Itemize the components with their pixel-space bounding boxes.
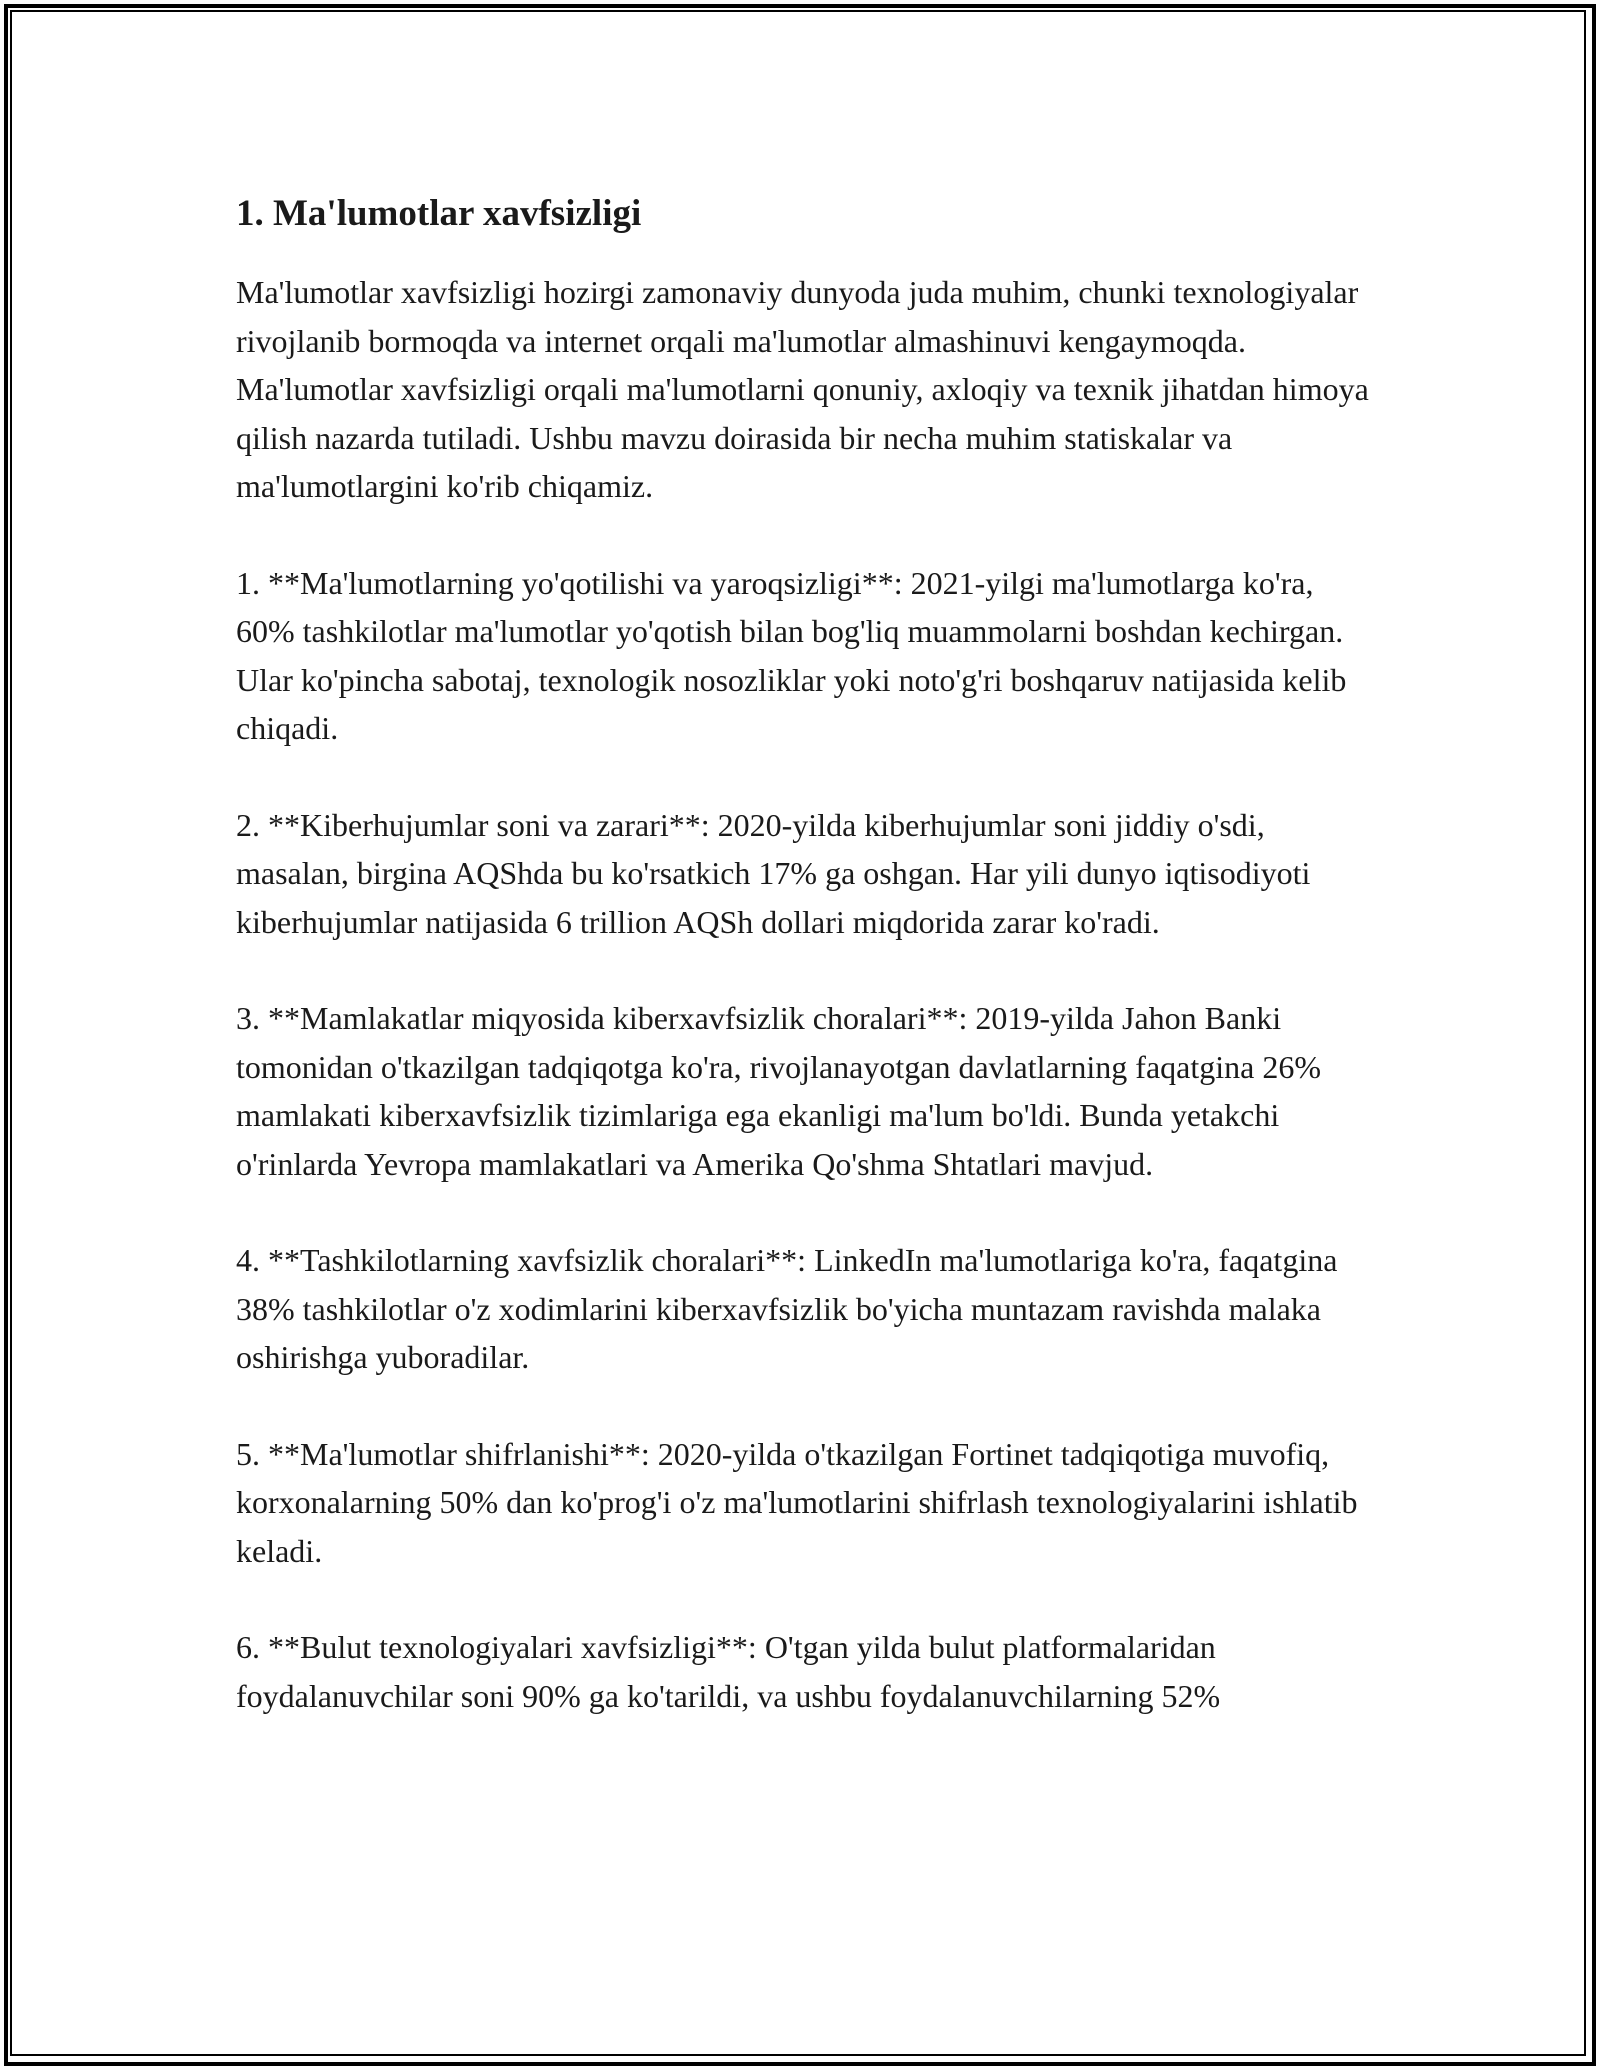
list-item-cyberattacks: 2. **Kiberhujumlar soni va zarari**: 2020-yilda kiberhujumlar soni jiddiy o'sdi, masalan, birgina AQShda bu ko'rsatkich 17% ga oshgan. Har yili dunyo iqtisodiyoti kiberhujumlar natijasida 6 trillion AQSh dollari miqdorida zarar ko'radi.: [236, 806, 1311, 940]
list-item-national-measures: 3. **Mamlakatlar miqyosida kiberxavfsizlik choralari**: 2019-yilda Jahon Banki tomonidan o'tkazilgan tadqiqotga ko'ra, rivojlanayotgan davlatlarning faqatgina 26% mamlakati kiberxavfsizlik tizimlariga ega ekanligi ma'lum bo'ldi. Bunda yetakchi o'rinlarda Yevropa mamlakatlari va Amerika Qo'shma Shtatlari mavjud.: [236, 1000, 1321, 1182]
list-item-organization-measures: 4. **Tashkilotlarning xavfsizlik choralari**: LinkedIn ma'lumotlariga ko'ra, faqatgina 38% tashkilotlar o'z xodimlarini kiberxavfsizlik bo'yicha muntazam ravishda malaka oshirishga yuboradilar.: [236, 1242, 1338, 1375]
list-item-encryption: 5. **Ma'lumotlar shifrlanishi**: 2020-yilda o'tkazilgan Fortinet tadqiqotiga muvofiq, korxonalarning 50% dan ko'prog'i o'z ma'lumotlarini shifrlash texnologiyalarini ishlatib keladi.: [236, 1435, 1358, 1569]
list-item-cloud-security: 6. **Bulut texnologiyalari xavfsizligi**: O'tgan yilda bulut platformalaridan foydalanuvchilar soni 90% ga ko'tarildi, va ushbu foydalanuvchilarning 52%: [236, 1629, 1221, 1714]
intro-paragraph: Ma'lumotlar xavfsizligi hozirgi zamonaviy dunyoda juda muhim, chunki texnologiyalar rivojlanib bormoqda va internet orqali ma'lumotlar almashinuvi kengaymoqda. Ma'lumotlar xavfsizligi orqali ma'lumotlarni qonuniy, axloqiy va texnik jihatdan himoya qilish nazarda tutiladi. Ushbu mavzu doirasida bir necha muhim statiskalar va ma'lumotlargini ko'rib chiqamiz.: [236, 274, 1369, 504]
document-body: [236, 186, 1376, 1720]
section-heading: 1. Ma'lumotlar xavfsizligi: [236, 193, 642, 234]
list-item-data-loss: 1. **Ma'lumotlarning yo'qotilishi va yaroqsizligi**: 2021-yilgi ma'lumotlarga ko'ra, 60% tashkilotlar ma'lumotlar yo'qotish bilan bog'liq muammolarni boshdan kechirgan. Ular ko'pincha sabotaj, texnologik nosozliklar yoki noto'g'ri boshqaruv natijasida kelib chiqadi.: [236, 564, 1347, 746]
